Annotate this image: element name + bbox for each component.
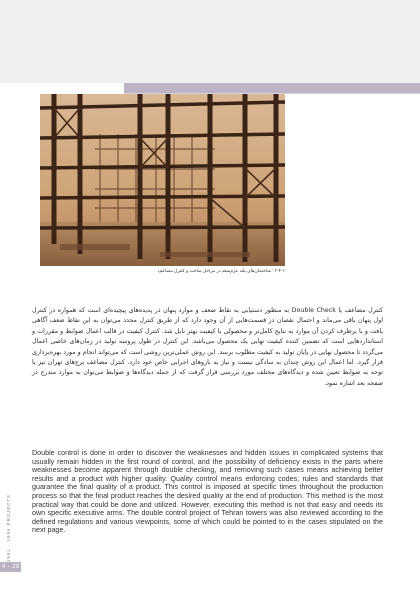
top-band bbox=[0, 0, 420, 83]
page-number: 4 - 28 bbox=[2, 564, 20, 570]
english-paragraph: Double control is done in order to discover the weaknesses and hidden issues in complicated systems that usually remain hidden in the first round of control, and the possibility of deficiency exists in the parts where weaknesses become apparent through double checking, and removing such cases means achieving better results and a product with higher quality. Quality control means enforcing codes, rules and standards that guarantee the final quality of a product. This control is imposed at specific times throughout the production process so that the final product reaches the desired quality at the end of production. This method is the most practical way that could be done and utilized. However, executing this method is not that easy and needs its own specific executive arms. The double control project of Tehran towers was also reviewed according to the defined regulations and various viewpoints, some of which could be pointed to in the cases stipulated on the next page. bbox=[32, 449, 383, 535]
sidebar-label: 1991 · 1996 PROJECTS bbox=[6, 494, 11, 562]
accent-bar bbox=[124, 83, 420, 93]
steel-frame-image bbox=[40, 94, 285, 266]
vertical-sidebar bbox=[4, 462, 13, 562]
photo-caption: ۲-۴-۱ : ساختمان‌های بلند عزم‌سعد در مراحل ساخت و کنترل مضاعف bbox=[157, 268, 285, 273]
persian-paragraph: کنترل مضاعف یا Double Check به منظور دستیابی به نقاط ضعف و موارد پنهان در پدیده‌های پیچیده‌ای است که همواره در کنترل اول پنهان باقی می‌ماند و احتمال نقصان در قسمت‌هایی از آن وجود دارد که از طریق کنترل مجدد می‌توان به این نقاط ضعف آگاهی یافت و با برطرف کردن آن موارد به نتایج کامل‌تر و محصولی با کیفیت بهتر نایل شد. کنترل کیفیت در قالب اعمال ضوابط و مقررات و استانداردهایی است که تضمین کننده کیفیت نهایی یک محصول می‌باشد. این کنترل در طول پروسه تولید در زمان‌های خاصی اعمال می‌گردد تا محصول نهایی در پایان تولید به کیفیت مطلوب برسد. این روش عملی‌ترین روشی است که می‌تواند انجام و مورد بهره‌برداری قرار گیرد. اما اعمال این روش چندان به سادگی نیست و نیاز به بازوهای اجرایی خاص خود دارد. کنترل مضاعف برج‌های تهران نیز با توجه به ضوابط تعیین شده و دیدگاه‌های مختلف مورد بررسی قرار گرفت که از جمله دیدگاه‌ها و ضوابط می‌توان به موارد مندرج در صفحه بعد اشاره نمود. bbox=[32, 307, 383, 387]
construction-photo bbox=[40, 94, 285, 266]
